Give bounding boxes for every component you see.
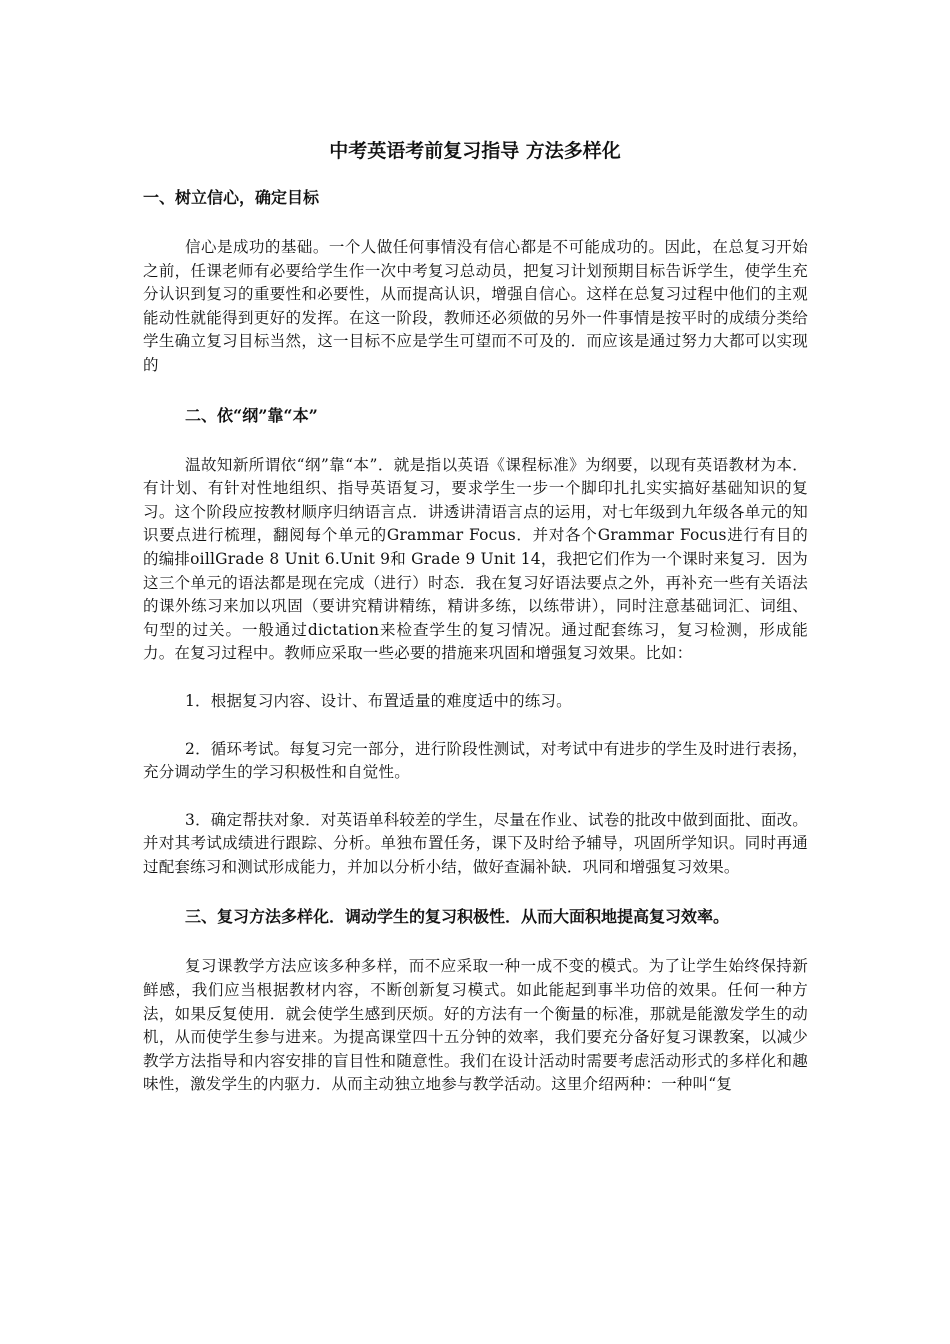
section3-paragraph: 复习课教学方法应该多种多样，而不应采取一种一成不变的模式。为了让学生始终保持新鲜感，我们应当根据教材内容，不断创新复习模式。如此能起到事半功倍的效果。任何一种方法，如果反复使用．就会使学生感到厌烦。好的方法有一个衡量的标准，那就是能激发学生的动机，从而使学生参与进来。为提高课堂四十五分钟的效率，我们要充分备好复习课教案，以减少教学方法指导和内容安排的盲目性和随意性。我们在设计活动时需要考虑活动形式的多样化和趣味性，激发学生的内驱力．从而主动独立地参与教学活动。这里介绍两种：一种叫“复	[143, 957, 808, 1094]
section1-paragraph: 信心是成功的基础。一个人做任何事情没有信心都是不可能成功的。因此，在总复习开始之前，任课老师有必要给学生作一次中考复习总动员，把复习计划预期目标告诉学生，使学生充分认识到复习的重要性和必要性，从而提高认识，增强自信心。这样在总复习过程中他们的主观能动性就能得到更好的发挥。在这一阶段，教师还必须做的另外一件事情是按平时的成绩分类给学生确立复习目标当然，这一目标不应是学生可望而不可及的．而应该是通过努力大都可以实现的	[143, 238, 808, 374]
section3-heading: 三、复习方法多样化．调动学生的复习积极性．从而大面积地提高复习效率。	[185, 907, 730, 927]
section2-paragraph: 温故知新所谓依“纲”靠“本”．就是指以英语《课程标准》为纲要，以现有英语教材为本．有计划、有针对性地组织、指导英语复习，要求学生一步一个脚印扎扎实实搞好基础知识的复习。这个阶段应按教材顺序归纳语言点．讲透讲清语言点的运用，对七年级到九年级各单元的知识要点进行梳理，翻阅每个单元的Grammar Focus．并对各个Grammar Focus进行有目的的编排oillGrade 8 Unit 6.Unit 9和 Grade 9 Unit 14，我把它们作为一个课时来复习．因为这三个单元的语法都是现在完成（进行）时态．我在复习好语法要点之外，再补充一些有关语法的课外练习来加以巩固（要讲究精讲精练，精讲多练，以练带讲），同时注意基础词汇、词组、句型的过关。一般通过dictation来检查学生的复习情况。通过配套练习，复习检测，形成能力。在复习过程中。教师应采取一些必要的措施来巩固和增强复习效果。比如：	[143, 455, 808, 663]
document-body	[143, 184, 808, 1121]
section1-heading: 一、树立信心，确定目标	[143, 188, 320, 207]
section2-list-item-1: 1．根据复习内容、设计、布置适量的难度适中的练习。	[185, 691, 572, 710]
section2-list-item-3: 3．确定帮扶对象．对英语单科较差的学生，尽量在作业、试卷的批改中做到面批、面改。并对其考试成绩进行跟踪、分析。单独布置任务，课下及时给予辅导，巩固所学知识。同时再通过配套练习和测试形成能力，并加以分析小结，做好查漏补缺．巩同和增强复习效果。	[143, 810, 808, 876]
section2-list-item-2: 2．循环考试。每复习完一部分，进行阶段性测试，对考试中有进步的学生及时进行表扬，充分调动学生的学习积极性和自觉性。	[143, 739, 808, 782]
document-title: 中考英语考前复习指导 方法多样化	[329, 140, 621, 162]
section2-heading: 二、依“纲”靠“本”	[185, 405, 318, 425]
